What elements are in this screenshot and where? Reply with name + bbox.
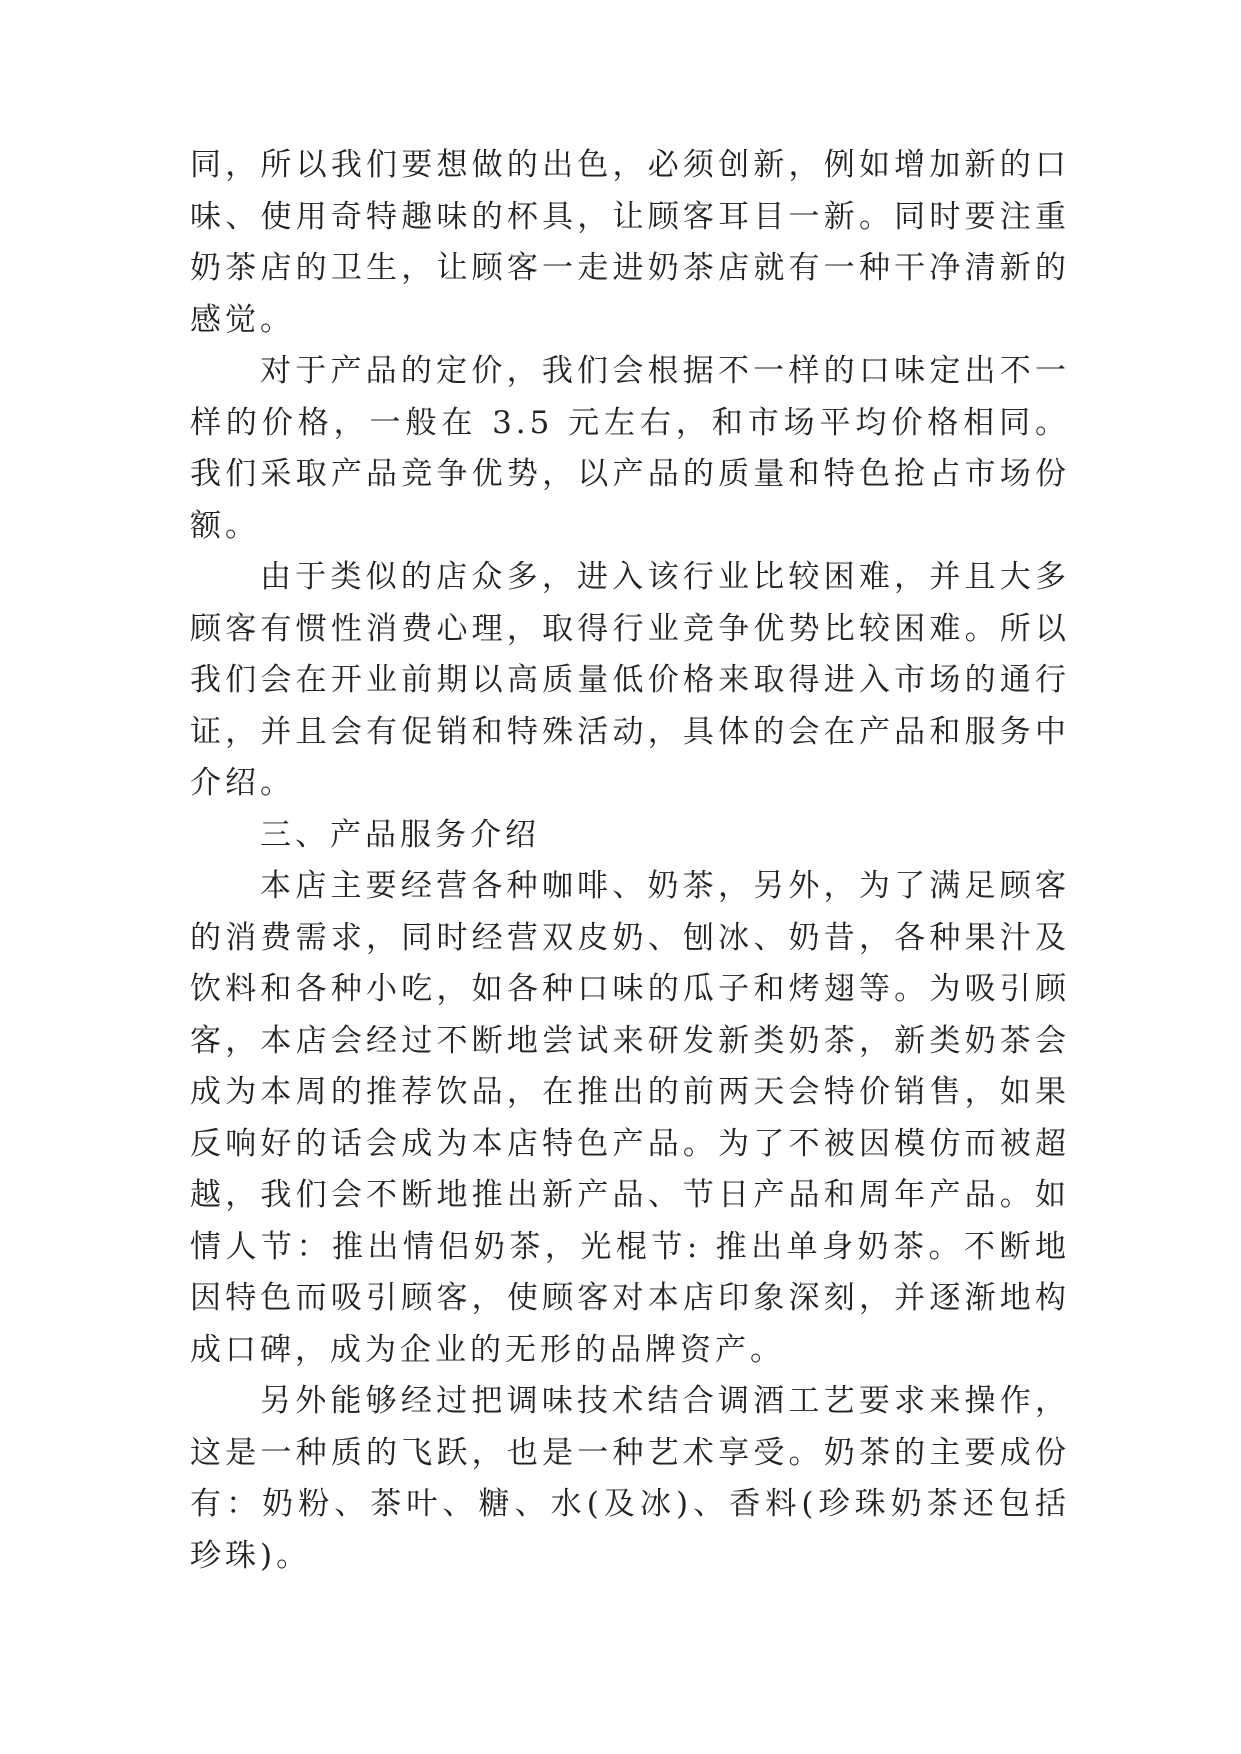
document-page xyxy=(190,140,1070,1582)
paragraph-continuation: 同，所以我们要想做的出色，必须创新，例如增加新的口味、使用奇特趣味的杯具，让顾客耳目一新。同时要注重奶茶店的卫生，让顾客一走进奶茶店就有一种干净清新的感觉。 xyxy=(190,147,1070,338)
paragraph-competition: 由于类似的店众多，进入该行业比较困难，并且大多顾客有惯性消费心理，取得行业竞争优势比较困难。所以我们会在开业前期以高质量低价格来取得进入市场的通行证，并且会有促销和特殊活动，具体的会在产品和服务中介绍。 xyxy=(190,559,1070,801)
section-heading: 三、产品服务介绍 xyxy=(260,816,540,853)
paragraph-products: 本店主要经营各种咖啡、奶茶，另外，为了满足顾客的消费需求，同时经营双皮奶、刨冰、奶昔，各种果汁及饮料和各种小吃，如各种口味的瓜子和烤翅等。为吸引顾客，本店会经过不断地尝试来研发新类奶茶，新类奶茶会成为本周的推荐饮品，在推出的前两天会特价销售，如果反响好的话会成为本店特色产品。为了不被因模仿而被超越，我们会不断地推出新产品、节日产品和周年产品。如情人节：推出情侣奶茶，光棍节: 推出单身奶茶。不断地因特色而吸引顾客，使顾客对本店印象深刻，并逐渐地构成口碑，成为企业的无形的品牌资产。 xyxy=(190,868,1070,1368)
paragraph-pricing: 对于产品的定价，我们会根据不一样的口味定出不一样的价格，一般在 3.5 元左右，和市场平均价格相同。我们采取产品竞争优势，以产品的质量和特色抢占市场份额。 xyxy=(190,353,1070,544)
paragraph-ingredients: 另外能够经过把调味技术结合调酒工艺要求来操作，这是一种质的飞跃，也是一种艺术享受。奶茶的主要成份有：奶粉、茶叶、糖、水(及冰)、香料(珍珠奶茶还包括珍珠)。 xyxy=(190,1383,1070,1574)
